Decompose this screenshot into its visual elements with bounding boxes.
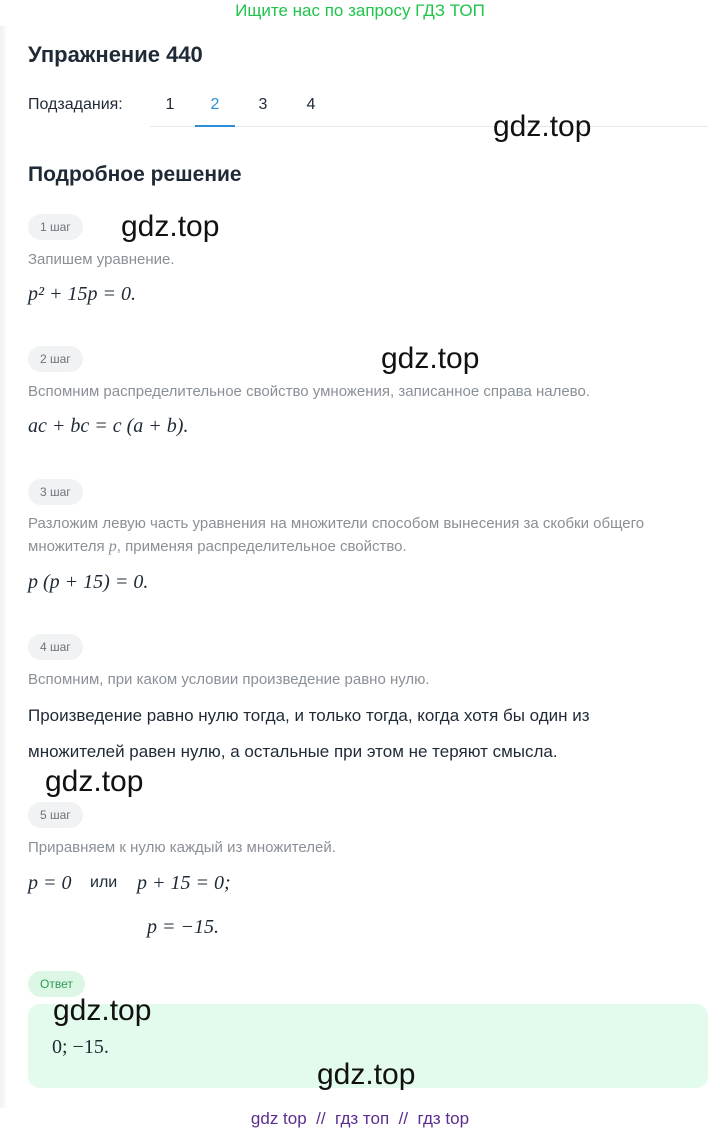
tab-4[interactable]: 4 <box>306 96 316 113</box>
step-1-equation: p² + 15p = 0. <box>28 283 136 305</box>
step-2-badge: 2 шаг <box>28 346 83 372</box>
step-4-note: Вспомним, при каком условии произведение равно нулю. <box>28 671 430 688</box>
step-5-badge: 5 шаг <box>28 802 83 828</box>
top-banner: Ищите нас по запросу ГДЗ ТОП <box>235 1 485 20</box>
page-title: Упражнение 440 <box>28 42 203 67</box>
subtasks-tabs <box>150 90 708 127</box>
subtasks-label: Подзадания: <box>28 96 123 113</box>
step-3-note-suffix: , применяя распределительное свойство. <box>116 538 407 555</box>
footer-link-gdz-top[interactable]: gdz top <box>250 1109 307 1128</box>
footer-separator: // <box>316 1109 326 1128</box>
watermark: gdz.top <box>53 994 152 1027</box>
rule-text: Произведение равно нулю тогда, и только тогда, когда хотя бы один из множителей равен нулю, а остальные при этом не теряют смысла. <box>28 706 590 761</box>
step-5-equation-a: p = 0 <box>28 872 72 894</box>
watermark: gdz.top <box>493 110 592 143</box>
footer-link-gdz-top-ru[interactable]: гдз топ <box>335 1109 390 1128</box>
solution-card <box>6 26 720 1108</box>
answer-value: 0; −15. <box>52 1036 109 1058</box>
footer-separator: // <box>398 1109 409 1128</box>
step-1-note: Запишем уравнение. <box>28 251 175 268</box>
watermark: gdz.top <box>121 210 220 243</box>
step-3-badge: 3 шаг <box>28 479 83 505</box>
tab-1[interactable]: 1 <box>165 96 175 113</box>
step-3-note-prefix: Разложим левую часть уравнения на множители способом вынесения за скобки общего множителя <box>28 515 645 555</box>
footer-links <box>0 1109 720 1129</box>
step-2-note: Вспомним распределительное свойство умножения, записанное справа налево. <box>28 383 590 400</box>
watermark: gdz.top <box>381 342 480 375</box>
step-3-note <box>28 512 688 558</box>
step-3-equation: p (p + 15) = 0. <box>28 571 149 593</box>
watermark: gdz.top <box>45 765 144 798</box>
step-5-equation-b: p + 15 = 0; <box>137 872 231 894</box>
step-2-equation: ac + bc = c (a + b). <box>28 415 189 437</box>
step-4-badge: 4 шаг <box>28 634 83 660</box>
footer-link-gdz-top-mixed[interactable]: гдз top <box>417 1109 470 1128</box>
step-5-note: Приравняем к нулю каждый из множителей. <box>28 839 336 856</box>
step-1-badge: 1 шаг <box>28 214 83 240</box>
answer-badge: Ответ <box>28 971 85 997</box>
step-5-or: или <box>90 874 118 891</box>
step-3-note-var: p <box>108 538 117 555</box>
section-title: Подробное решение <box>28 163 242 186</box>
step-5-equation-c: p = −15. <box>147 916 219 938</box>
tab-2[interactable]: 2 <box>195 96 235 127</box>
watermark: gdz.top <box>317 1058 416 1091</box>
tab-3[interactable]: 3 <box>258 96 268 113</box>
